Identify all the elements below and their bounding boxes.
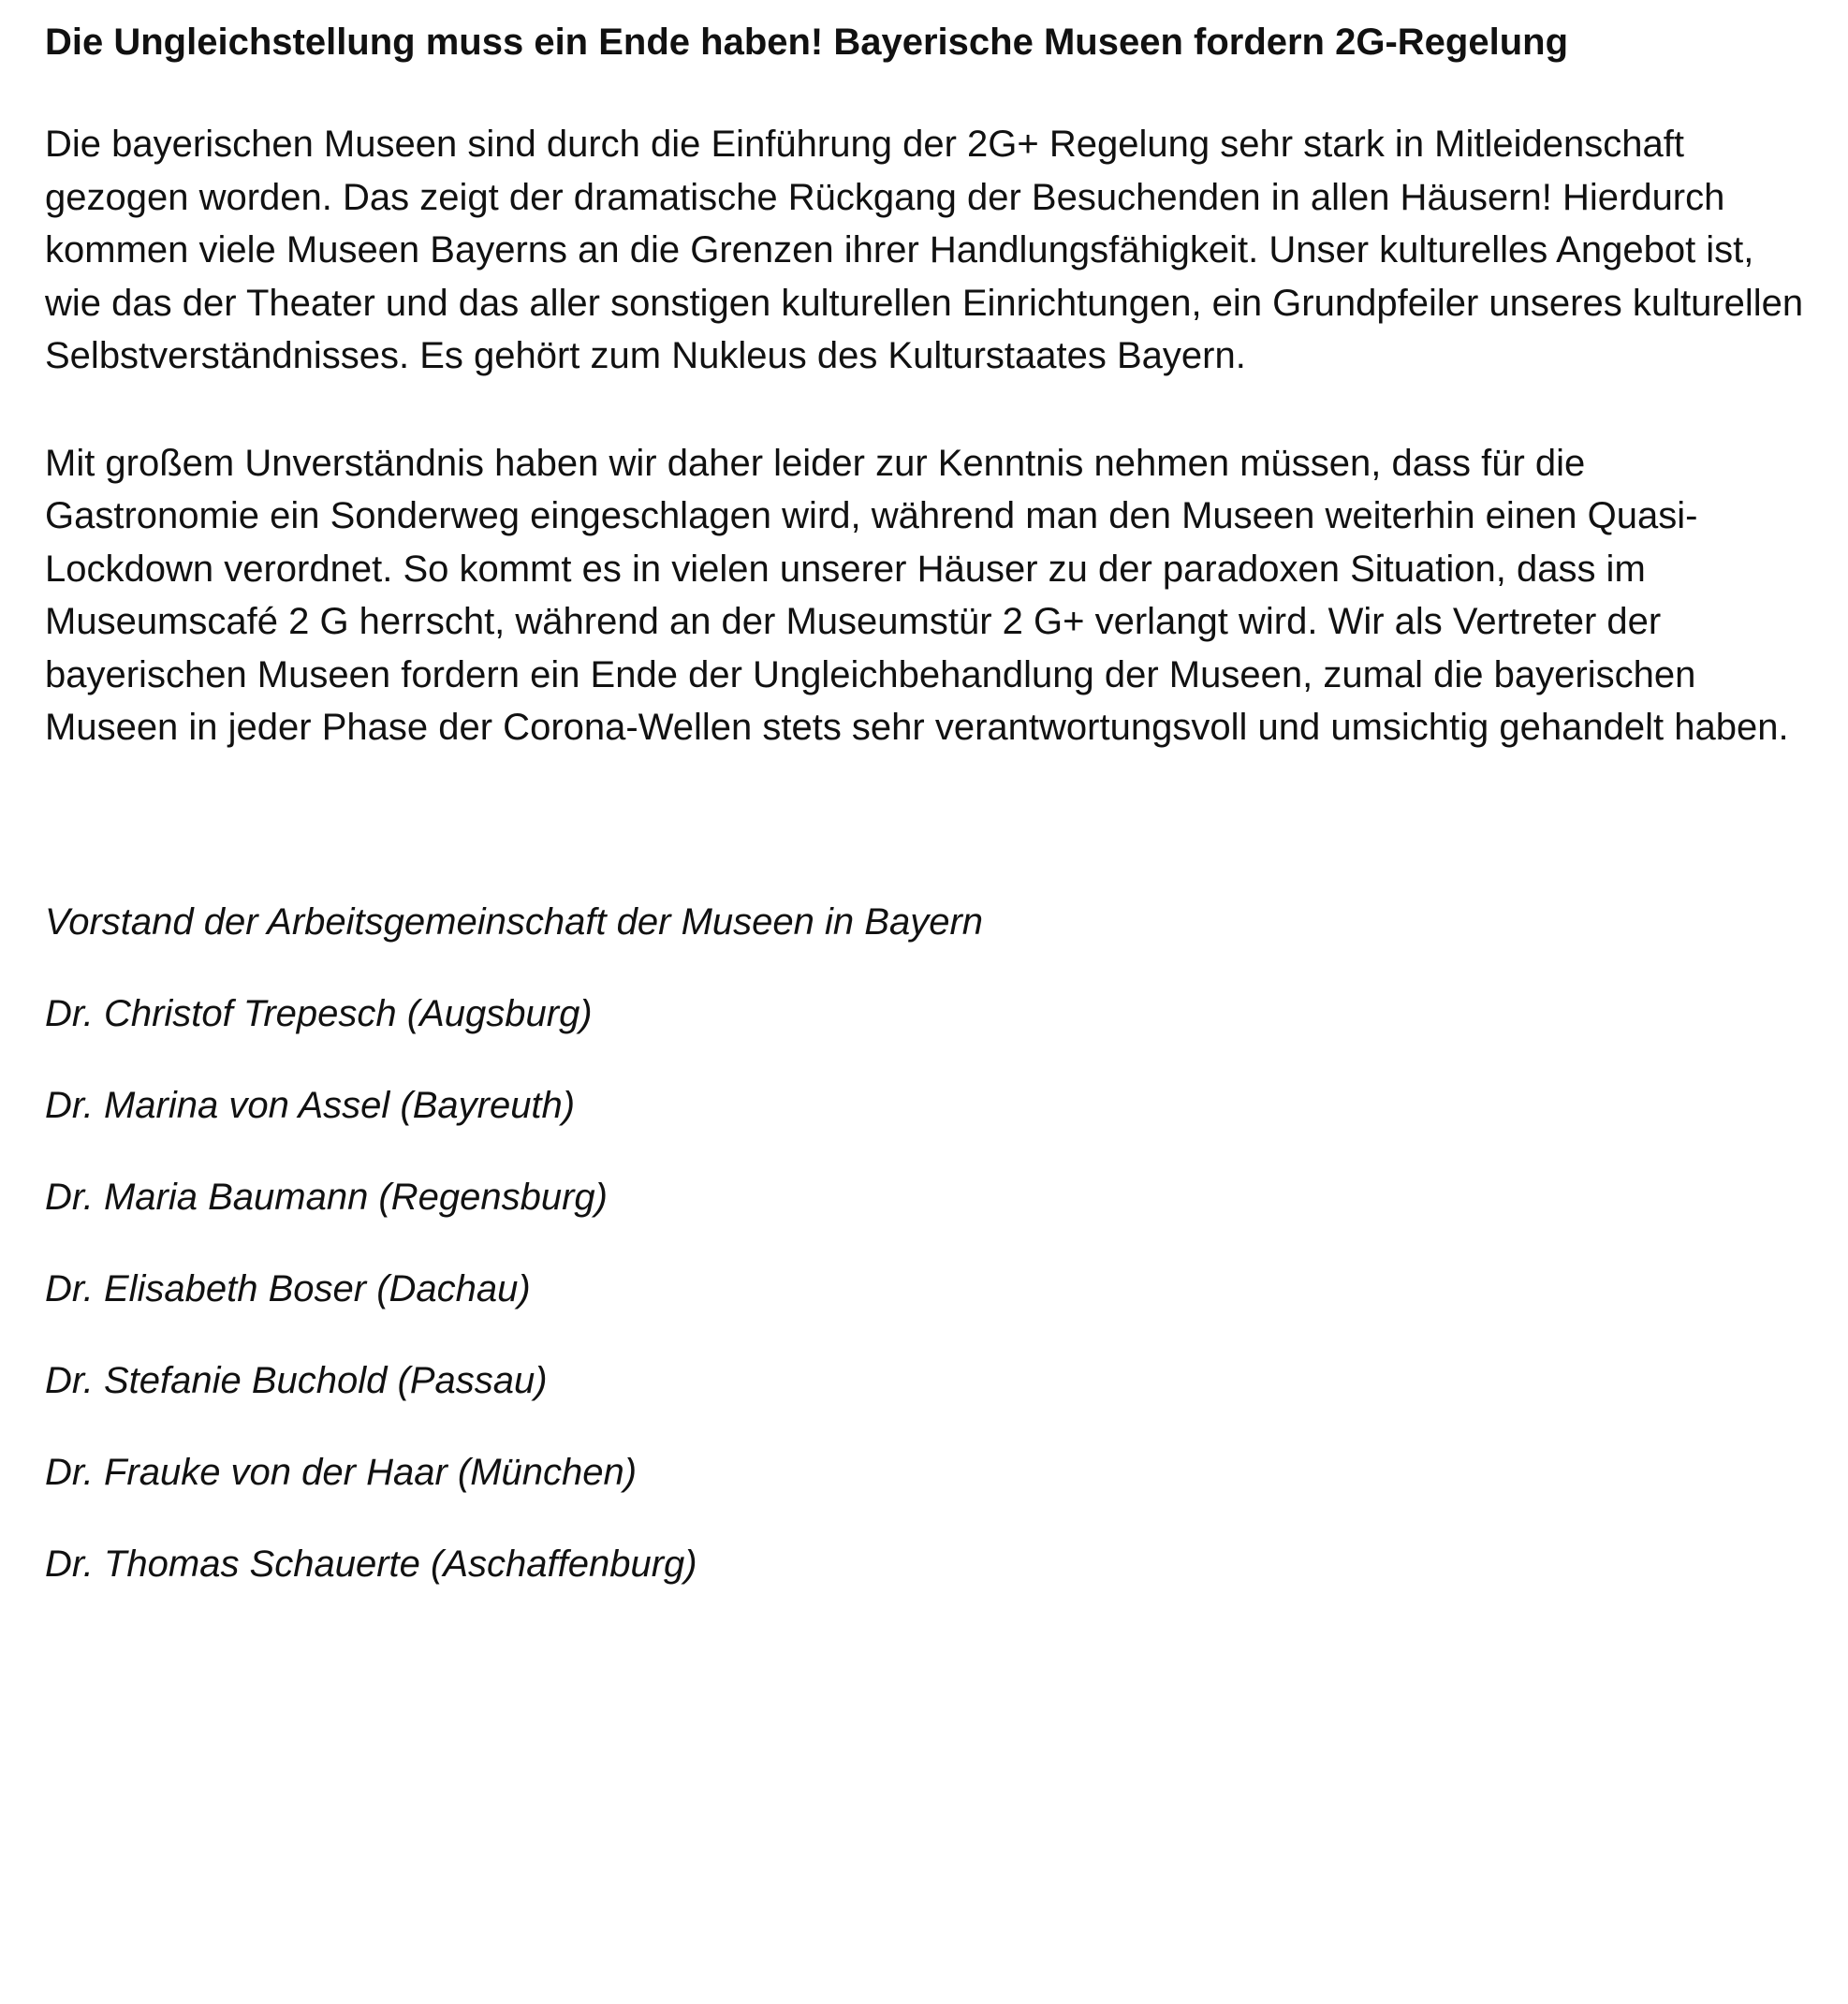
document-title: Die Ungleichstellung muss ein Ende haben! Bayerische Museen fordern 2G-Regelung — [45, 22, 1569, 63]
signatory-1: Dr. Christof Trepesch (Augsburg) — [45, 992, 593, 1034]
signatory-6: Dr. Frauke von der Haar (München) — [45, 1451, 638, 1493]
signatory-3: Dr. Maria Baumann (Regensburg) — [45, 1176, 608, 1218]
body-paragraph-1: Die bayerischen Museen sind durch die Einführung der 2G+ Regelung sehr stark in Mitleidenschaft gezogen worden. Das zeigt der dramatische Rückgang der Besuchenden in allen Häusern! Hierdurch kommen viele Museen Bayerns an die Grenzen ihrer Handlungsfähigkeit. Unser kulturelles Angebot ist, wie das der Theater und das aller sonstigen kulturellen Einrichtungen, ein Grundpfeiler unseres kulturellen Selbstverständnisses. Es gehört zum Nukleus des Kulturstaates Bayern. — [45, 124, 1804, 376]
signature-title: Vorstand der Arbeitsgemeinschaft der Museen in Bayern — [45, 900, 984, 943]
document-content — [45, 15, 1805, 1630]
signatory-4: Dr. Elisabeth Boser (Dachau) — [45, 1267, 531, 1309]
body-paragraph-2: Mit großem Unverständnis haben wir daher leider zur Kenntnis nehmen müssen, dass für die Gastronomie ein Sonderweg eingeschlagen wird, während man den Museen weiterhin einen Quasi-Lockdown verordnet. So kommt es in vielen unserer Häuser zu der paradoxen Situation, dass im Museumscafé 2 G herrscht, während an der Museumstür 2 G+ verlangt wird. Wir als Vertreter der bayerischen Museen fordern ein Ende der Ungleichbehandlung der Museen, zumal die bayerischen Museen in jeder Phase der Corona-Wellen stets sehr verantwortungsvoll und umsichtig gehandelt haben. — [45, 442, 1789, 748]
signatory-2: Dr. Marina von Assel (Bayreuth) — [45, 1084, 576, 1126]
signatory-7: Dr. Thomas Schauerte (Aschaffenburg) — [45, 1543, 697, 1585]
signatory-5: Dr. Stefanie Buchold (Passau) — [45, 1359, 548, 1401]
signature-block — [45, 896, 1805, 1590]
